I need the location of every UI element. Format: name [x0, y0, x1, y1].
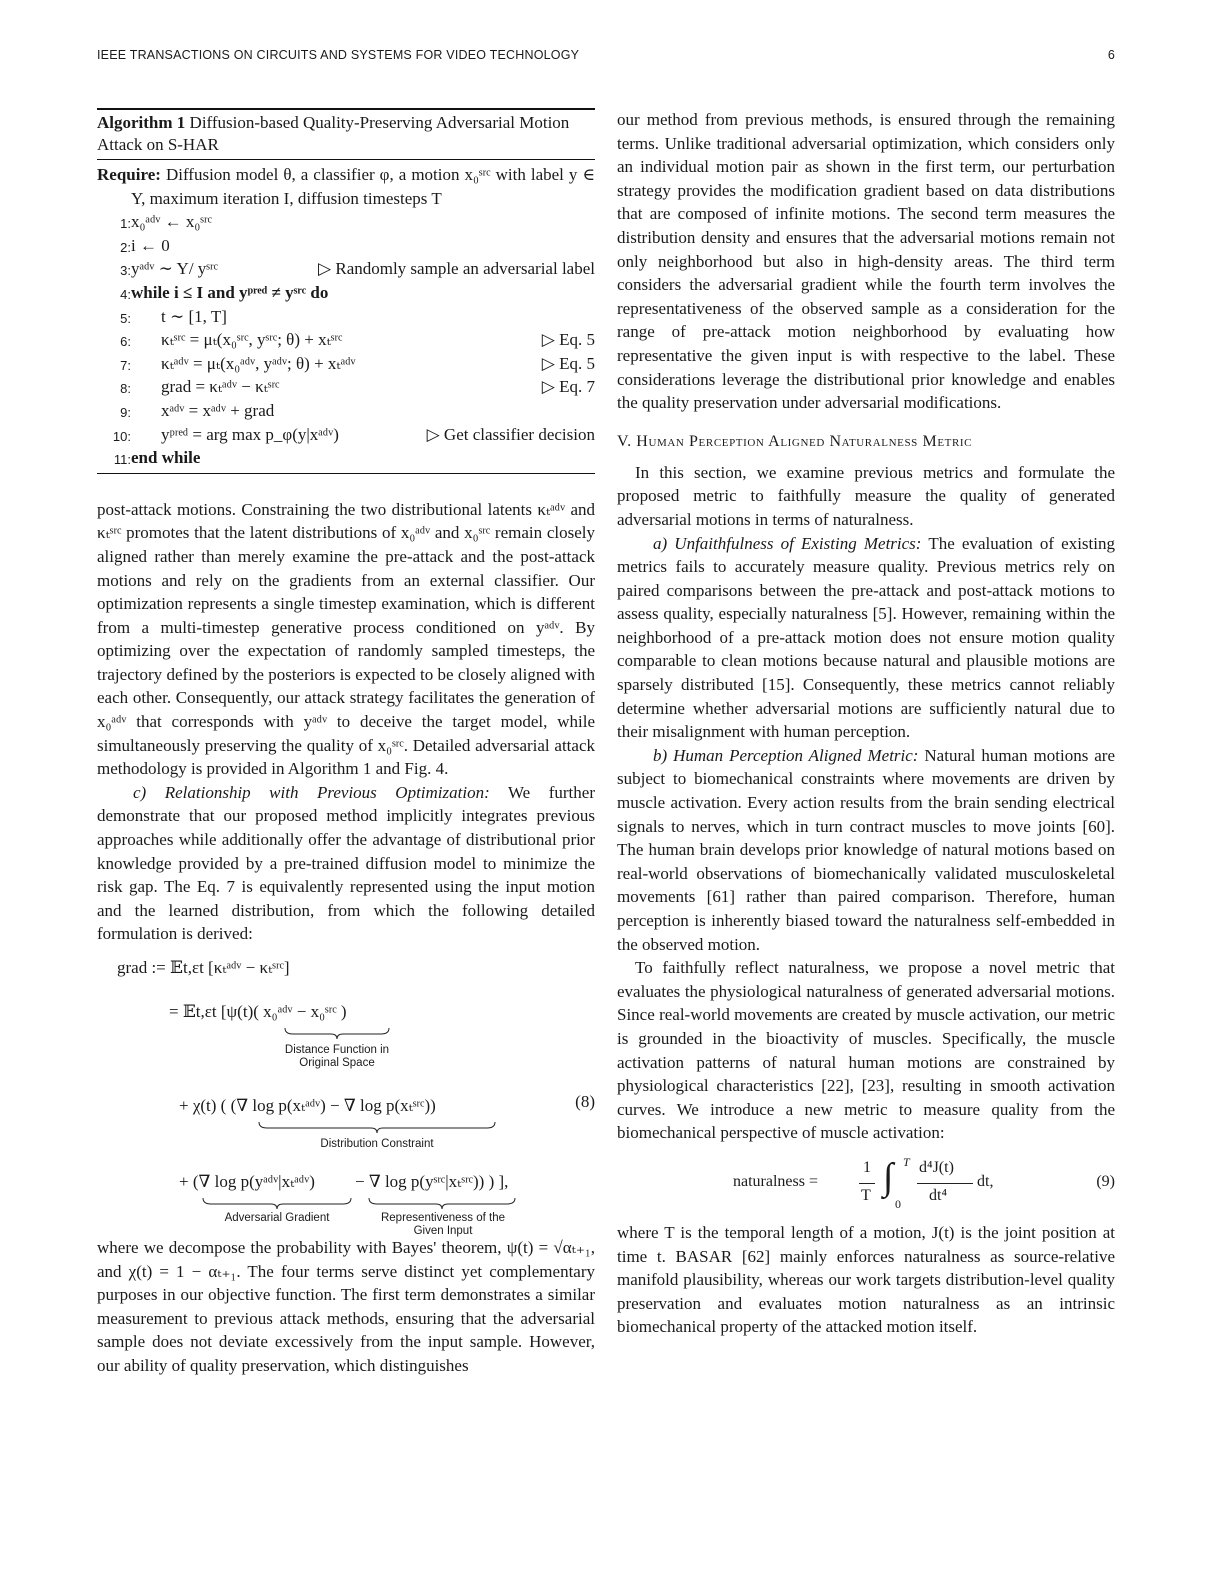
journal-title: IEEE TRANSACTIONS ON CIRCUITS AND SYSTEMS FOR VIDEO TECHNOLOGY — [97, 48, 580, 62]
algorithm-line — [97, 352, 595, 376]
algorithm-lines — [97, 210, 595, 470]
right-para-6: where T is the temporal length of a motion, J(t) is the joint position at time t. BASAR [62] mainly enforces naturalness as source-relative manifold plausibility, whereas our work targets distribution-level quality preservation and evaluates motion naturalness as an intrinsic biomechanical property of the attacked motion itself. — [617, 1222, 1115, 1337]
algorithm-line — [97, 328, 595, 352]
eq8-brace4 — [367, 1196, 517, 1210]
algorithm-line-number: 11: — [113, 452, 131, 468]
algorithm-line-text: grad = κₜᵃᵈᵛ − κₜˢʳᶜ — [161, 377, 280, 397]
require-label: Require: — [97, 165, 161, 184]
algorithm-line-number: 8: — [120, 381, 131, 397]
require-text: Diffusion model θ, a classifier φ, a motion x₀ˢʳᶜ with label y ∈ Y, maximum iteration I, diffusion timesteps T — [131, 165, 595, 208]
algorithm-line-text: i ← 0 — [131, 235, 170, 255]
algorithm-label: Algorithm 1 — [97, 113, 186, 132]
para2-body: We further demonstrate that our proposed method implicitly integrates previous approaches while additionally offer the advantage of distributional prior knowledge provided by a pre-trained diffusion model to minimize the risk gap. The Eq. 7 is equivalently represented using the input motion and the learned distribution, from which the following detailed formulation is derived: — [97, 782, 595, 944]
eq8-line4a: + (∇ log p(yᵃᵈᵛ|xₜᵃᵈᵛ) — [179, 1172, 315, 1191]
algorithm-line-text: κₜˢʳᶜ = μₜ(x₀ˢʳᶜ, yˢʳᶜ; θ) + xₜˢʳᶜ — [161, 330, 343, 350]
algorithm-line-text: xᵃᵈᵛ = xᵃᵈᵛ + grad — [161, 400, 275, 420]
algorithm-line-text: yᵃᵈᵛ ∼ Y/ yˢʳᶜ — [131, 259, 218, 279]
algorithm-line-text: end while — [131, 448, 201, 468]
left-para-3: where we decompose the probability with Bayes' theorem, ψ(t) = √αₜ₊₁, and χ(t) = 1 − αₜ₊₁. The four terms serve distinct yet complementary purposes in our objective function. The first term demonstrates a similar measurement to previous attack methods, ensuring that the adversarial sample does not deviate excessively from the input sample. However, our ability of quality preservation, which distinguishes — [97, 1238, 595, 1375]
right-para-2: In this section, we examine previous metrics and formulate the proposed metric to faithfully measure the quality of generated adversarial motions in terms of naturalness. — [617, 462, 1115, 529]
algorithm-line — [97, 234, 595, 258]
page-number: 6 — [1107, 48, 1115, 62]
eq9-frac2-den: dt⁴ — [929, 1186, 948, 1204]
algorithm-name: Diffusion-based Quality-Preserving Adversarial Motion Attack on S-HAR — [97, 113, 570, 154]
right-para-1: our method from previous methods, is ensured through the remaining terms. Unlike traditional adversarial optimization, which considers only an individual motion pair as shown in the first term, our perturbation strategy provides the modification gradient based on data distributions that are composed of infinite motions. The second term measures the distribution density and ensures that the adversarial motions remain not only neighborhood but also in high-density areas. The third term considers the adversarial gradient while the fourth term involves the representativeness of the observed sample as a consideration for the range of pre-attack motion neighborhood by evaluating how representative the given input is with respective to the label. These considerations leverage the distributional prior knowledge and enables the quality preservation under adversarial modifications. — [617, 110, 1115, 413]
eq8-line4b: − ∇ log p(yˢʳᶜ|xₜˢʳᶜ)) ) ], — [355, 1172, 509, 1191]
algorithm-line — [97, 399, 595, 423]
algorithm-line-number: 4: — [120, 286, 131, 302]
algorithm-line — [97, 210, 595, 234]
eq9-lhs: naturalness = — [733, 1172, 818, 1190]
eq9-frac2-bar — [917, 1183, 973, 1184]
algorithm-line-comment: ▷ Eq. 5 — [541, 330, 595, 350]
algorithm-line — [97, 446, 595, 470]
para3-heading: a) Unfaithfulness of Existing Metrics: — [653, 533, 922, 553]
algorithm-line-text: yᵖʳᵉᵈ = arg max p_φ(y|xᵃᵈᵛ) — [161, 424, 339, 444]
para4-body: Natural human motions are subject to biomechanical constraints where movements are driven by muscle activation. Every action results from the brain sending electrical signals to nerves, which in turn contract muscles to move joints [60]. The human brain develops prior knowledge of natural motions based on real-world observations of biomechanically validated musculoskeletal movements [61] rather than paired comparison. Therefore, human perception is inherently biased toward the naturalness self-embedded in the observed motion. — [617, 745, 1115, 954]
algorithm-line-number: 10: — [112, 428, 131, 444]
algorithm-line-number: 7: — [120, 357, 131, 373]
algorithm-line — [97, 375, 595, 399]
algorithm-line-comment: ▷ Eq. 7 — [541, 377, 595, 397]
eq9-frac1-den: T — [861, 1186, 871, 1204]
algorithm-line-comment: ▷ Randomly sample an adversarial label — [318, 259, 595, 279]
para4-heading: b) Human Perception Aligned Metric: — [653, 745, 919, 765]
eq9-integral-lower: 0 — [895, 1196, 901, 1211]
algorithm-line-number: 5: — [120, 310, 131, 326]
eq9-number: (9) — [1096, 1172, 1115, 1190]
right-para-5: To faithfully reflect naturalness, we propose a novel metric that evaluates the physiological naturalness of generated adversarial motions. Since real-world movements are created by muscle activation, our metric is grounded in the bioactivity of muscles. Specifically, the muscle activation patterns of natural human motions are constrained by physiological characteristics [22], [23], resulting in smooth activation curves. We introduce a new metric to measure quality from the biomechanical perspective of muscle activation: — [617, 958, 1115, 1143]
eq9-integral-upper: T — [903, 1154, 910, 1169]
algorithm-line-number: 1: — [120, 216, 131, 232]
eq9-tail: dt, — [977, 1172, 994, 1190]
eq9-frac1-num: 1 — [863, 1158, 871, 1176]
algorithm-body — [97, 160, 595, 473]
eq8-brace3-label: Adversarial Gradient — [224, 1212, 330, 1224]
algorithm-line-text: t ∼ [1, T] — [161, 306, 227, 326]
eq8-line1: grad := 𝔼t,εt [κₜᵃᵈᵛ − κₜˢʳᶜ] — [117, 958, 290, 977]
equation-9 — [617, 1153, 1115, 1217]
right-para-4 — [617, 744, 1115, 956]
algorithm-require — [97, 163, 595, 210]
algorithm-line-comment: ▷ Get classifier decision — [426, 424, 595, 444]
eq8-line3: + χ(t) ( (∇ log p(xₜᵃᵈᵛ) − ∇ log p(xₜˢʳᶜ)) — [179, 1096, 436, 1115]
algorithm-line — [97, 257, 595, 281]
eq8-brace3 — [201, 1196, 353, 1210]
eq8-brace1-label: Distance Function in Original Space — [284, 1044, 390, 1069]
algorithm-line-text: while i ≤ I and yᵖʳᵉᵈ ≠ yˢʳᶜ do — [131, 282, 329, 302]
eq8-brace2-label: Distribution Constraint — [320, 1138, 434, 1150]
algorithm-line-number: 2: — [120, 239, 131, 255]
right-para-3 — [617, 532, 1115, 744]
algorithm-title — [97, 110, 595, 160]
section-title: V. Human Perception Aligned Naturalness Metric — [617, 432, 973, 450]
algorithm-line-number: 3: — [120, 263, 131, 279]
eq8-brace4-label: Representiveness of the Given Input — [380, 1212, 506, 1237]
algorithm-line-text: κₜᵃᵈᵛ = μₜ(x₀ᵃᵈᵛ, yᵃᵈᵛ; θ) + xₜᵃᵈᵛ — [161, 353, 356, 373]
para2-heading: c) Relationship with Previous Optimization: — [133, 782, 490, 802]
eq8-line2: = 𝔼t,εt [ψ(t)( x₀ᵃᵈᵛ − x₀ˢʳᶜ ) — [169, 1002, 347, 1021]
algorithm-line-comment: ▷ Eq. 5 — [541, 353, 595, 373]
running-header — [97, 48, 1115, 68]
algorithm-line — [97, 281, 595, 305]
eq8-brace2 — [257, 1120, 497, 1134]
left-para-1: post-attack motions. Constraining the two distributional latents κₜᵃᵈᵛ and κₜˢʳᶜ promotes that the latent distributions of x₀ᵃᵈᵛ and x₀ˢʳᶜ remain closely aligned rather than merely examine the pre-attack and the post-attack motions and rely on the gradients from an external classifier. Our optimization represents a single timestep examination, which is different from a multi-timestep generative process conditioned on yᵃᵈᵛ. By optimizing over the expectation of randomly sampled timesteps, the trajectory defined by the posteriors is expected to be closely aligned with each other. Consequently, our attack strategy facilitates the generation of x₀ᵃᵈᵛ that corresponds with yᵃᵈᵛ to deceive the target model, while simultaneously preserving the quality of x₀ˢʳᶜ. Detailed adversarial attack methodology is provided in Algorithm 1 and Fig. 4. — [97, 499, 595, 779]
left-column — [97, 108, 595, 1378]
eq9-integral-sign: ∫ — [883, 1155, 894, 1198]
eq9-frac2-num: d⁴J(t) — [919, 1158, 954, 1176]
algorithm-line-number: 6: — [120, 334, 131, 350]
para3-body: The evaluation of existing metrics fails to accurately measure quality. Previous metrics rely on paired comparisons between the pre-attack and post-attack motions to assess quality, especially naturalness [5]. However, remaining within the neighborhood of a pre-attack motion does not ensure motion quality comparable to clean motions because natural and plausible motions are sparsely distributed [15]. Consequently, these metrics cannot reliably determine whether adversarial motions are sufficiently natural due to their misalignment with human perception. — [617, 533, 1115, 742]
equation-8 — [97, 946, 595, 1236]
algorithm-line-number: 9: — [120, 404, 131, 420]
eq9-frac1-bar — [859, 1183, 875, 1184]
left-para-2 — [97, 781, 595, 946]
algorithm-line — [97, 305, 595, 329]
eq8-brace1 — [283, 1026, 391, 1040]
algorithm-line — [97, 423, 595, 447]
algorithm-box — [97, 108, 595, 474]
algorithm-line-text: x₀ᵃᵈᵛ ← x₀ˢʳᶜ — [131, 212, 212, 232]
eq8-number: (8) — [575, 1092, 595, 1111]
right-column — [617, 108, 1115, 1339]
